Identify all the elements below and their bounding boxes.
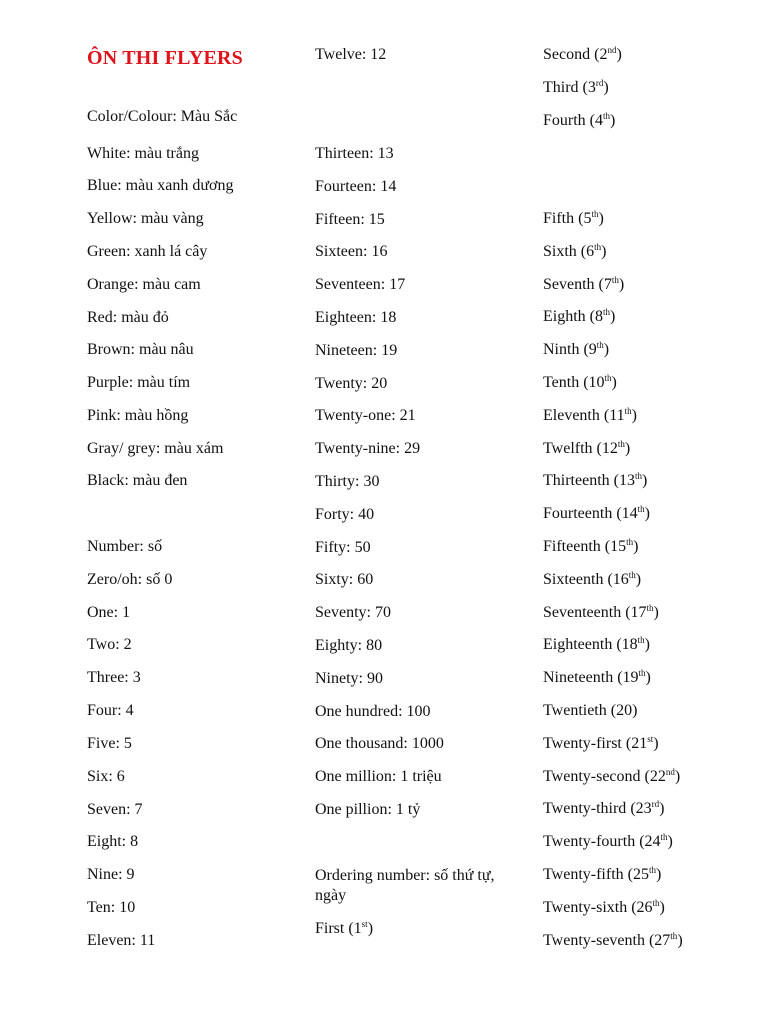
vocab-item: Green: xanh lá cây: [87, 243, 208, 260]
ordinal-item: Sixth (6th): [543, 241, 607, 260]
ordinal-item: Seventeenth (17th): [543, 602, 659, 621]
ordinal-word: Eighth: [543, 308, 586, 326]
ordinal-item: Fifteenth (15th): [543, 537, 639, 555]
ordinal-suffix: th: [596, 340, 604, 351]
ordinal-word: Twelfth: [543, 439, 593, 457]
ordinal-item: Twenty-first (21st): [543, 733, 659, 752]
ordinal-number: 4: [595, 112, 603, 129]
ordinal-suffix: th: [604, 373, 612, 383]
ordinal-item: Twenty-third (23rd): [543, 799, 665, 818]
ordinal-word: Nineteenth: [543, 669, 614, 687]
ordinal-number: 10: [588, 374, 605, 391]
ordinal-suffix: th: [637, 504, 645, 515]
ordinal-suffix: th: [660, 832, 668, 843]
number-item: Seventy: 70: [315, 604, 391, 622]
ordinal-number: 21: [631, 734, 648, 752]
ordinal-number: 19: [622, 669, 639, 687]
ordinal-item: First (1st): [315, 919, 374, 937]
vocab-item: Three: 3: [87, 669, 141, 686]
vocab-item: Ten: 10: [87, 899, 136, 916]
ordinal-number: 5: [583, 210, 592, 227]
number-item: Twenty: 20: [315, 374, 388, 392]
ordinal-suffix: th: [591, 209, 599, 219]
ordinal-number: 13: [618, 472, 635, 490]
ordinal-item: Twenty-fourth (24th): [543, 832, 673, 851]
vocab-item: Nine: 9: [87, 866, 135, 883]
vocab-item: White: màu trắng: [87, 145, 199, 162]
number-item: Nineteen: 19: [315, 341, 398, 359]
number-item: One pillion: 1 tỷ: [315, 801, 421, 818]
ordinal-item: Seventh (7th): [543, 274, 625, 293]
vocab-item: Blue: màu xanh dương: [87, 177, 234, 194]
ordinal-number: 11: [609, 406, 625, 424]
ordinal-suffix: st: [647, 733, 654, 744]
ordinal-item: Thirteenth (13th): [543, 471, 648, 490]
ordinal-word: Twenty-fourth: [543, 833, 636, 851]
number-item: Fifty: 50: [315, 538, 371, 556]
ordinal-item: Eighth (8th): [543, 307, 616, 326]
ordinal-number: 7: [603, 275, 612, 293]
ordinal-suffix: th: [646, 602, 654, 613]
ordinal-suffix: th: [637, 635, 645, 646]
ordinal-number: 1: [353, 920, 362, 937]
number-item: Twenty-nine: 29: [315, 440, 421, 458]
ordinal-item: Sixteenth (16th): [543, 569, 642, 588]
ordinal-item: Tenth (10th): [543, 373, 617, 391]
ordinal-suffix: th: [626, 537, 634, 547]
ordinal-number: 27: [654, 931, 671, 949]
vocab-item: One: 1: [87, 604, 131, 621]
ordinal-item: Ninth (9th): [543, 340, 610, 359]
ordinal-suffix: th: [611, 274, 619, 285]
vocab-item: Yellow: màu vàng: [87, 210, 204, 227]
ordinal-word: Twenty-third: [543, 800, 627, 818]
number-item: One thousand: 1000: [315, 735, 444, 753]
ordinal-word: First: [315, 920, 345, 937]
ordinal-number: 25: [632, 866, 649, 883]
ordinal-word: Eighteenth: [543, 636, 613, 654]
ordinal-suffix: th: [617, 438, 625, 449]
ordinal-suffix: th: [648, 865, 656, 875]
ordinal-word: Sixth: [543, 242, 577, 260]
ordinal-suffix: th: [603, 111, 611, 121]
ordinal-item: Twelfth (12th): [543, 438, 631, 457]
vocab-item: Six: 6: [87, 768, 125, 785]
ordinal-word: Seventeenth: [543, 603, 622, 621]
number-item: Fifteen: 15: [315, 210, 385, 228]
number-item: Fourteen: 14: [315, 177, 397, 195]
ordinal-word: Twenty-fifth: [543, 866, 624, 883]
vocab-item: Four: 4: [87, 702, 134, 719]
number-item: Eighteen: 18: [315, 309, 397, 326]
number-item: Sixteen: 16: [315, 243, 388, 261]
ordinal-number: 23: [635, 800, 652, 818]
number-item: Twenty-one: 21: [315, 407, 416, 425]
ordinal-word: Fourteenth: [543, 505, 613, 523]
ordinal-word: Twentieth: [543, 702, 607, 719]
ordinal-item: Second (2nd): [543, 45, 622, 63]
vocab-item: Zero/oh: số 0: [87, 571, 173, 588]
ordinal-word: Eleventh: [543, 406, 600, 424]
ordinal-item: Third (3rd): [543, 78, 609, 96]
vocab-item: Eight: 8: [87, 833, 139, 850]
number-item: One hundred: 100: [315, 702, 431, 720]
vocab-item: Orange: màu cam: [87, 276, 201, 293]
ordinal-number: 20: [616, 702, 633, 719]
ordinal-item: Eleventh (11th): [543, 405, 637, 424]
ordinal-item: Twentieth (20): [543, 702, 638, 719]
vocab-item: Seven: 7: [87, 801, 143, 818]
ordinal-suffix: th: [670, 930, 678, 941]
ordinal-number: 6: [586, 242, 595, 260]
ordinal-word: Third: [543, 79, 579, 96]
section-heading: Number: số: [87, 538, 163, 555]
number-item: Twelve: 12: [315, 46, 387, 63]
ordinal-suffix: th: [628, 569, 636, 580]
ordinal-word: Fifth: [543, 210, 575, 227]
ordinal-suffix: th: [624, 405, 632, 416]
vocab-item: Brown: màu nâu: [87, 341, 194, 358]
number-item: Sixty: 60: [315, 571, 374, 589]
page-title: ÔN THI FLYERS: [87, 47, 243, 69]
ordinal-word: Seventh: [543, 275, 595, 293]
vocab-item: Two: 2: [87, 636, 132, 653]
number-item: Ninety: 90: [315, 669, 383, 687]
ordinal-suffix: th: [652, 897, 660, 908]
number-item: Forty: 40: [315, 505, 375, 523]
number-item: Eighty: 80: [315, 637, 383, 654]
ordinal-word: Thirteenth: [543, 472, 610, 490]
ordinal-suffix: th: [634, 471, 642, 482]
vocab-item: Eleven: 11: [87, 932, 156, 949]
ordinal-number: 3: [587, 79, 596, 96]
ordinal-suffix: th: [638, 668, 646, 679]
number-item: Thirteen: 13: [315, 145, 394, 162]
ordinal-number: 18: [621, 636, 638, 654]
ordinal-number: 26: [636, 898, 653, 916]
ordinal-word: Twenty-second: [543, 767, 641, 785]
number-item: Seventeen: 17: [315, 276, 406, 294]
ordinal-word: Tenth: [543, 374, 580, 391]
ordinal-item: Twenty-sixth (26th): [543, 897, 665, 916]
ordinal-item: Twenty-fifth (25th): [543, 865, 662, 883]
ordinal-suffix: th: [603, 307, 611, 318]
ordinal-suffix: nd: [665, 766, 675, 777]
number-item: Thirty: 30: [315, 473, 380, 490]
ordinal-suffix: rd: [651, 799, 660, 810]
ordinal-number: 16: [612, 570, 629, 588]
ordinal-word: Twenty-first: [543, 734, 622, 752]
ordinal-number: 22: [649, 767, 666, 785]
section-heading: Ordering number: số thứ tự, ngày: [315, 867, 495, 904]
ordinal-number: 12: [601, 439, 618, 457]
ordinal-suffix: th: [594, 241, 602, 252]
ordinal-word: Fifteenth: [543, 538, 601, 555]
vocab-item: Black: màu đen: [87, 472, 188, 489]
number-item: One million: 1 triệu: [315, 768, 442, 786]
ordinal-suffix: st: [361, 919, 368, 929]
ordinal-item: Twenty-seventh (27th): [543, 930, 683, 949]
ordinal-suffix: rd: [595, 78, 604, 88]
vocab-item: Five: 5: [87, 735, 132, 752]
ordinal-suffix: nd: [607, 45, 617, 55]
ordinal-item: Fifth (5th): [543, 209, 604, 227]
ordinal-number: 15: [610, 538, 627, 555]
ordinal-item: Eighteenth (18th): [543, 635, 650, 654]
ordinal-number: 14: [621, 505, 638, 523]
ordinal-word: Fourth: [543, 112, 586, 129]
ordinal-number: 8: [595, 308, 603, 326]
ordinal-number: 24: [644, 833, 661, 851]
vocab-item: Purple: màu tím: [87, 374, 191, 391]
ordinal-item: Fourteenth (14th): [543, 504, 650, 523]
vocab-item: Gray/ grey: màu xám: [87, 440, 224, 457]
ordinal-number: 2: [599, 46, 608, 63]
vocab-item: Pink: màu hồng: [87, 407, 189, 424]
ordinal-item: Twenty-second (22nd): [543, 766, 681, 785]
ordinal-word: Twenty-sixth: [543, 898, 628, 916]
vocab-item: Red: màu đỏ: [87, 309, 169, 326]
ordinal-word: Sixteenth: [543, 570, 604, 588]
ordinal-word: Ninth: [543, 341, 580, 359]
ordinal-number: 17: [630, 603, 647, 621]
ordinal-number: 9: [588, 341, 597, 359]
ordinal-item: Nineteenth (19th): [543, 668, 651, 687]
ordinal-word: Second: [543, 46, 591, 63]
ordinal-word: Twenty-seventh: [543, 931, 645, 949]
section-heading: Color/Colour: Màu Sắc: [87, 108, 238, 125]
ordinal-item: Fourth (4th): [543, 111, 616, 129]
